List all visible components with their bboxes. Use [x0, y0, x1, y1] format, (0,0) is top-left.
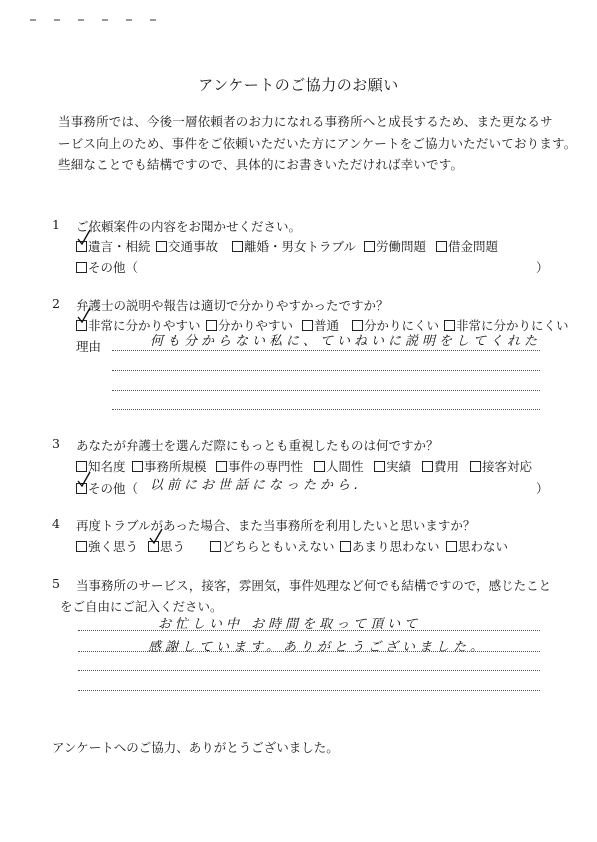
q3-other-answer[interactable]: 以前にお世話になったから. [150, 478, 363, 493]
answer-line [112, 390, 540, 391]
checkbox-icon [216, 461, 227, 472]
checkbox-icon [210, 541, 221, 552]
q3-option-other[interactable]: その他（ [76, 479, 138, 497]
answer-line [78, 690, 540, 691]
answer-line [78, 630, 540, 631]
intro-line-1: 当事務所では、今後一層依頼者のお力になれる事務所へと成長するため、また更なるサ [58, 114, 553, 129]
checkbox-icon [446, 541, 457, 552]
q1-option-divorce[interactable]: 離婚・男女トラブル [232, 237, 356, 255]
q1-option-other[interactable]: その他（ [76, 258, 138, 276]
q1-number: 1 [52, 217, 60, 232]
q1-other-close: ） [536, 260, 549, 275]
q2-option-very-clear[interactable]: 非常に分かりやすい [76, 316, 201, 334]
answer-line [112, 409, 540, 410]
checkbox-icon [76, 262, 87, 273]
q2-reason-label: 理由 [76, 339, 102, 354]
page-title: アンケートのご協力のお願い [198, 76, 399, 94]
q5-answer-line-1[interactable]: お忙しい中 お時間を取って頂いて [158, 617, 422, 632]
q5-number: 5 [52, 576, 60, 591]
q2-question: 弁護士の説明や報告は適切で分かりやすかったですか？ [76, 298, 389, 313]
q3-option-personality[interactable]: 人間性 [314, 457, 364, 475]
checkbox-icon [374, 461, 385, 472]
intro-line-2: ービス向上のため、事件をご依頼いただいた方にアンケートをご協力いただいております。 [58, 136, 577, 151]
q4-option-neutral[interactable]: どちらともいえない [210, 537, 335, 555]
q3-question: あなたが弁護士を選んだ際にもっとも重視したものは何ですか？ [76, 438, 439, 453]
q2-option-unclear[interactable]: 分かりにくい [352, 316, 439, 334]
q3-option-service[interactable]: 接客対応 [470, 457, 532, 475]
q3-option-expertise[interactable]: 事件の専門性 [216, 457, 303, 475]
checkbox-icon [422, 461, 433, 472]
q3-option-size[interactable]: 事務所規模 [132, 457, 207, 475]
q4-question: 再度トラブルがあった場合、また当事務所を利用したいと思いますか？ [76, 518, 476, 533]
check-mark-icon [76, 470, 92, 488]
q1-option-inheritance[interactable]: 遺言・相続 [76, 237, 151, 255]
q4-option-not-much[interactable]: あまり思わない [340, 537, 440, 555]
answer-line [112, 370, 540, 371]
q4-option-no[interactable]: 思わない [446, 537, 508, 555]
check-mark-icon [76, 228, 92, 246]
q3-option-record[interactable]: 実績 [374, 457, 411, 475]
q4-number: 4 [52, 516, 60, 531]
q2-option-clear[interactable]: 分かりやすい [206, 316, 293, 334]
q4-option-yes[interactable]: 思う [148, 537, 185, 555]
checkbox-icon [132, 461, 143, 472]
answer-line [78, 651, 540, 652]
checkbox-icon [156, 241, 167, 252]
q5-answer-line-2[interactable]: 感謝しています。ありがとうございました。 [148, 640, 487, 655]
q2-reason-answer[interactable]: 何も分からない私に、ていねいに説明をしてくれた [150, 334, 542, 349]
checkbox-icon [76, 541, 87, 552]
scan-marks [30, 6, 590, 12]
q5-question-line-2: をご自由にご記入ください。 [60, 599, 223, 614]
checkbox-icon [340, 541, 351, 552]
q3-number: 3 [52, 436, 60, 451]
closing-message: アンケートへのご協力、ありがとうございました。 [52, 740, 339, 755]
q2-number: 2 [52, 296, 60, 311]
q4-option-strongly[interactable]: 強く思う [76, 537, 138, 555]
q3-other-close: ） [536, 481, 549, 496]
check-mark-icon [148, 527, 164, 545]
q1-option-labor[interactable]: 労働問題 [364, 237, 426, 255]
q2-option-normal[interactable]: 普通 [302, 316, 339, 334]
answer-line [112, 350, 540, 351]
q3-option-cost[interactable]: 費用 [422, 457, 459, 475]
checkbox-icon [314, 461, 325, 472]
check-mark-icon [76, 306, 92, 324]
checkbox-icon [364, 241, 375, 252]
q3-option-fame[interactable]: 知名度 [76, 457, 126, 475]
q5-question-line-1: 当事務所のサービス，接客，雰囲気，事件処理など何でも結構ですので，感じたこと [76, 578, 552, 593]
q2-option-very-unclear[interactable]: 非常に分かりにくい [444, 316, 569, 334]
q1-option-debt[interactable]: 借金問題 [436, 237, 498, 255]
q1-question: ご依頼案件の内容をお聞かせください。 [76, 219, 302, 234]
answer-line [78, 670, 540, 671]
intro-line-3: 些細なことでも結構ですので、具体的にお書きいただければ幸いです。 [58, 157, 464, 172]
checkbox-icon [470, 461, 481, 472]
checkbox-icon [232, 241, 243, 252]
q1-option-traffic[interactable]: 交通事故 [156, 237, 218, 255]
checkbox-icon [436, 241, 447, 252]
